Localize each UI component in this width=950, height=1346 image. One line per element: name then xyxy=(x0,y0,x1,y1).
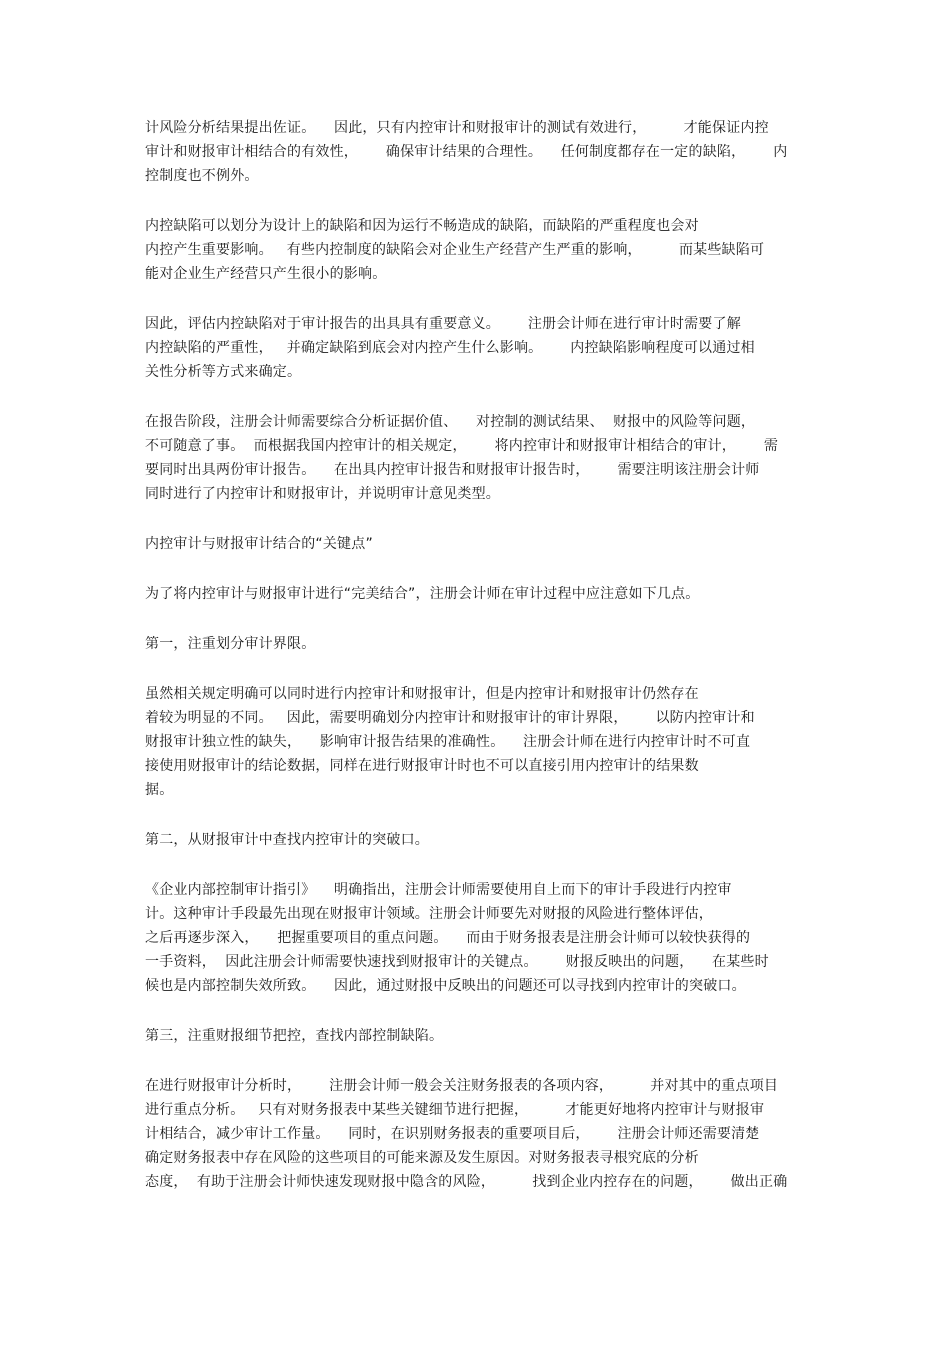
text-line: 内控缺陷的严重性， 并确定缺陷到底会对内控产生什么影响。 内控缺陷影响程度可以通过相 xyxy=(145,340,755,356)
text-line: 能对企业生产经营只产生很小的影响。 xyxy=(145,266,387,282)
text-line: 关性分析等方式来确定。 xyxy=(145,364,302,380)
paragraph xyxy=(145,682,815,802)
paragraph xyxy=(145,582,815,606)
text-line: 为了将内控审计与财报审计进行“完美结合”，注册会计师在审计过程中应注意如下几点。 xyxy=(145,586,700,602)
text-line: 计相结合，减少审计工作量。 同时，在识别财务报表的重要项目后， 注册会计师还需要清楚 xyxy=(145,1126,760,1142)
text-line: 候也是内部控制失效所致。 因此，通过财报中反映出的问题还可以寻找到内控审计的突破口。 xyxy=(145,978,746,994)
paragraph xyxy=(145,214,815,286)
paragraph xyxy=(145,632,815,656)
text-line: 之后再逐步深入， 把握重要项目的重点问题。 而由于财务报表是注册会计师可以较快获得的 xyxy=(145,930,751,946)
text-line: 着较为明显的不同。 因此，需要明确划分内控审计和财报审计的审计界限， 以防内控审计和 xyxy=(145,710,755,726)
paragraph xyxy=(145,410,815,506)
text-line: 接使用财报审计的结论数据，同样在进行财报审计时也不可以直接引用内控审计的结果数 xyxy=(145,758,699,774)
paragraph xyxy=(145,1074,815,1194)
text-line: 计。这种审计手段最先出现在财报审计领域。注册会计师要先对财报的风险进行整体评估， xyxy=(145,906,713,922)
text-line: 同时进行了内控审计和财报审计，并说明审计意见类型。 xyxy=(145,486,500,502)
text-line: 《企业内部控制审计指引》 明确指出，注册会计师需要使用自上而下的审计手段进行内控审 xyxy=(145,882,732,898)
text-line: 审计和财报审计相结合的有效性， 确保审计结果的合理性。 任何制度都存在一定的缺陷， 内 xyxy=(145,144,788,160)
text-line: 一手资料， 因此注册会计师需要快速找到财报审计的关键点。 财报反映出的问题， 在某些时 xyxy=(145,954,769,970)
text-line: 要同时出具两份审计报告。 在出具内控审计报告和财报审计报告时， 需要注明该注册会计师 xyxy=(145,462,760,478)
text-line: 进行重点分析。 只有对财务报表中某些关键细节进行把握， 才能更好地将内控审计与财报审 xyxy=(145,1102,765,1118)
text-line: 不可随意了事。 而根据我国内控审计的相关规定， 将内控审计和财报审计相结合的审计， 需 xyxy=(145,438,779,454)
text-line: 第三，注重财报细节把控，查找内部控制缺陷。 xyxy=(145,1028,444,1044)
text-line: 在报告阶段，注册会计师需要综合分析证据价值、 对控制的测试结果、 财报中的风险等问题， xyxy=(145,414,756,430)
document-body xyxy=(145,116,815,1220)
text-line: 据。 xyxy=(145,782,174,798)
text-line: 第二，从财报审计中查找内控审计的突破口。 xyxy=(145,832,429,848)
paragraph xyxy=(145,1024,815,1048)
text-line: 虽然相关规定明确可以同时进行内控审计和财报审计，但是内控审计和财报审计仍然存在 xyxy=(145,686,699,702)
text-line: 计风险分析结果提出佐证。 因此，只有内控审计和财报审计的测试有效进行， 才能保证内控 xyxy=(145,120,769,136)
text-line: 态度， 有助于注册会计师快速发现财报中隐含的风险， 找到企业内控存在的问题， 做出正确 xyxy=(145,1174,788,1190)
paragraph xyxy=(145,878,815,998)
text-line: 控制度也不例外。 xyxy=(145,168,259,184)
text-line: 在进行财报审计分析时， 注册会计师一般会关注财务报表的各项内容， 并对其中的重点项目 xyxy=(145,1078,779,1094)
paragraph xyxy=(145,828,815,852)
text-line: 确定财务报表中存在风险的这些项目的可能来源及发生原因。对财务报表寻根究底的分析 xyxy=(145,1150,699,1166)
text-line: 因此，评估内控缺陷对于审计报告的出具具有重要意义。 注册会计师在进行审计时需要了解 xyxy=(145,316,741,332)
text-line: 内控产生重要影响。 有些内控制度的缺陷会对企业生产经营产生严重的影响， 而某些缺陷可 xyxy=(145,242,765,258)
text-line: 内控缺陷可以划分为设计上的缺陷和因为运行不畅造成的缺陷，而缺陷的严重程度也会对 xyxy=(145,218,699,234)
paragraph xyxy=(145,312,815,384)
text-line: 第一，注重划分审计界限。 xyxy=(145,636,316,652)
paragraph xyxy=(145,116,815,188)
text-line: 财报审计独立性的缺失， 影响审计报告结果的准确性。 注册会计师在进行内控审计时不可直 xyxy=(145,734,751,750)
text-line: 内控审计与财报审计结合的“关键点” xyxy=(145,536,373,552)
paragraph xyxy=(145,532,815,556)
